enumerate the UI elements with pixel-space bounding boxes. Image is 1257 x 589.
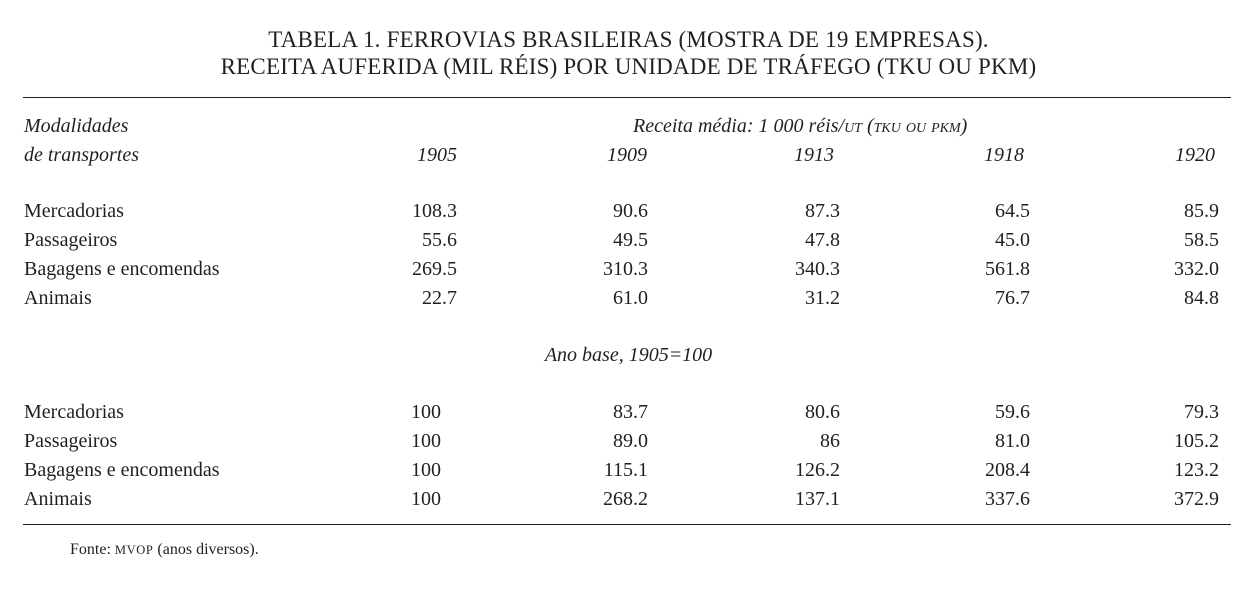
row-value-1909: 49.5 <box>613 229 648 251</box>
row-label: Mercadorias <box>24 200 124 222</box>
spanner-small-caps: ut (tku ou pkm) <box>844 115 968 137</box>
year-header-1909: 1909 <box>607 144 647 166</box>
row-value-1905: 100 <box>411 430 441 452</box>
row-value-1909: 61.0 <box>613 287 648 309</box>
year-header-1920: 1920 <box>1175 144 1215 166</box>
row-value-1909: 83.7 <box>613 401 648 423</box>
row-value-1909: 115.1 <box>603 459 648 481</box>
row-value-1920: 105.2 <box>1174 430 1219 452</box>
column-spanner-header <box>633 114 967 138</box>
year-header-1918: 1918 <box>984 144 1024 166</box>
row-value-1918: 208.4 <box>985 459 1030 481</box>
spanner-prefix: Receita média: 1 000 réis/ <box>633 115 845 137</box>
row-value-1905: 108.3 <box>412 200 457 222</box>
row-value-1909: 268.2 <box>603 488 648 510</box>
row-value-1913: 86 <box>820 430 840 452</box>
row-value-1913: 47.8 <box>805 229 840 251</box>
source-abbreviation: MVOP <box>114 543 154 557</box>
row-value-1918: 45.0 <box>995 229 1030 251</box>
row-value-1913: 340.3 <box>795 258 840 280</box>
row-value-1913: 87.3 <box>805 200 840 222</box>
top-rule <box>23 97 1231 98</box>
row-label: Animais <box>24 488 92 510</box>
table-source <box>70 539 259 561</box>
row-value-1905: 55.6 <box>422 229 457 251</box>
row-value-1905: 100 <box>411 459 441 481</box>
row-value-1905: 100 <box>411 488 441 510</box>
row-value-1909: 310.3 <box>603 258 648 280</box>
source-prefix: Fonte: <box>70 541 115 558</box>
year-header-1905: 1905 <box>417 144 457 166</box>
row-value-1920: 332.0 <box>1174 258 1219 280</box>
source-suffix: (anos diversos). <box>153 541 259 558</box>
row-value-1920: 58.5 <box>1184 229 1219 251</box>
row-value-1918: 59.6 <box>995 401 1030 423</box>
row-value-1905: 100 <box>411 401 441 423</box>
row-value-1913: 137.1 <box>795 488 840 510</box>
section-2-title: Ano base, 1905=100 <box>544 344 713 366</box>
row-value-1920: 123.2 <box>1174 459 1219 481</box>
row-label: Animais <box>24 287 92 309</box>
row-value-1920: 79.3 <box>1184 401 1219 423</box>
row-value-1913: 31.2 <box>805 287 840 309</box>
row-value-1913: 80.6 <box>805 401 840 423</box>
row-value-1920: 85.9 <box>1184 200 1219 222</box>
table-title-line-2: RECEITA AUFERIDA (MIL RÉIS) POR UNIDADE DE TRÁFEGO (TKU OU PKM) <box>220 54 1037 79</box>
row-value-1918: 64.5 <box>995 200 1030 222</box>
row-value-1913: 126.2 <box>795 459 840 481</box>
row-label: Passageiros <box>24 430 118 452</box>
stub-header-line-2: de transportes <box>24 144 139 166</box>
row-value-1918: 81.0 <box>995 430 1030 452</box>
row-label: Bagagens e encomendas <box>24 258 220 280</box>
row-label: Mercadorias <box>24 401 124 423</box>
row-label: Bagagens e encomendas <box>24 459 220 481</box>
row-value-1918: 76.7 <box>995 287 1030 309</box>
row-value-1909: 89.0 <box>613 430 648 452</box>
row-value-1905: 269.5 <box>412 258 457 280</box>
table-title-line-1: TABELA 1. FERROVIAS BRASILEIRAS (MOSTRA DE 19 EMPRESAS). <box>268 27 989 52</box>
row-value-1918: 337.6 <box>985 488 1030 510</box>
bottom-rule <box>23 524 1231 525</box>
row-value-1918: 561.8 <box>985 258 1030 280</box>
row-value-1920: 84.8 <box>1184 287 1219 309</box>
row-value-1909: 90.6 <box>613 200 648 222</box>
row-value-1920: 372.9 <box>1174 488 1219 510</box>
stub-header-line-1: Modalidades <box>24 115 129 137</box>
row-label: Passageiros <box>24 229 118 251</box>
row-value-1905: 22.7 <box>422 287 457 309</box>
year-header-1913: 1913 <box>794 144 834 166</box>
